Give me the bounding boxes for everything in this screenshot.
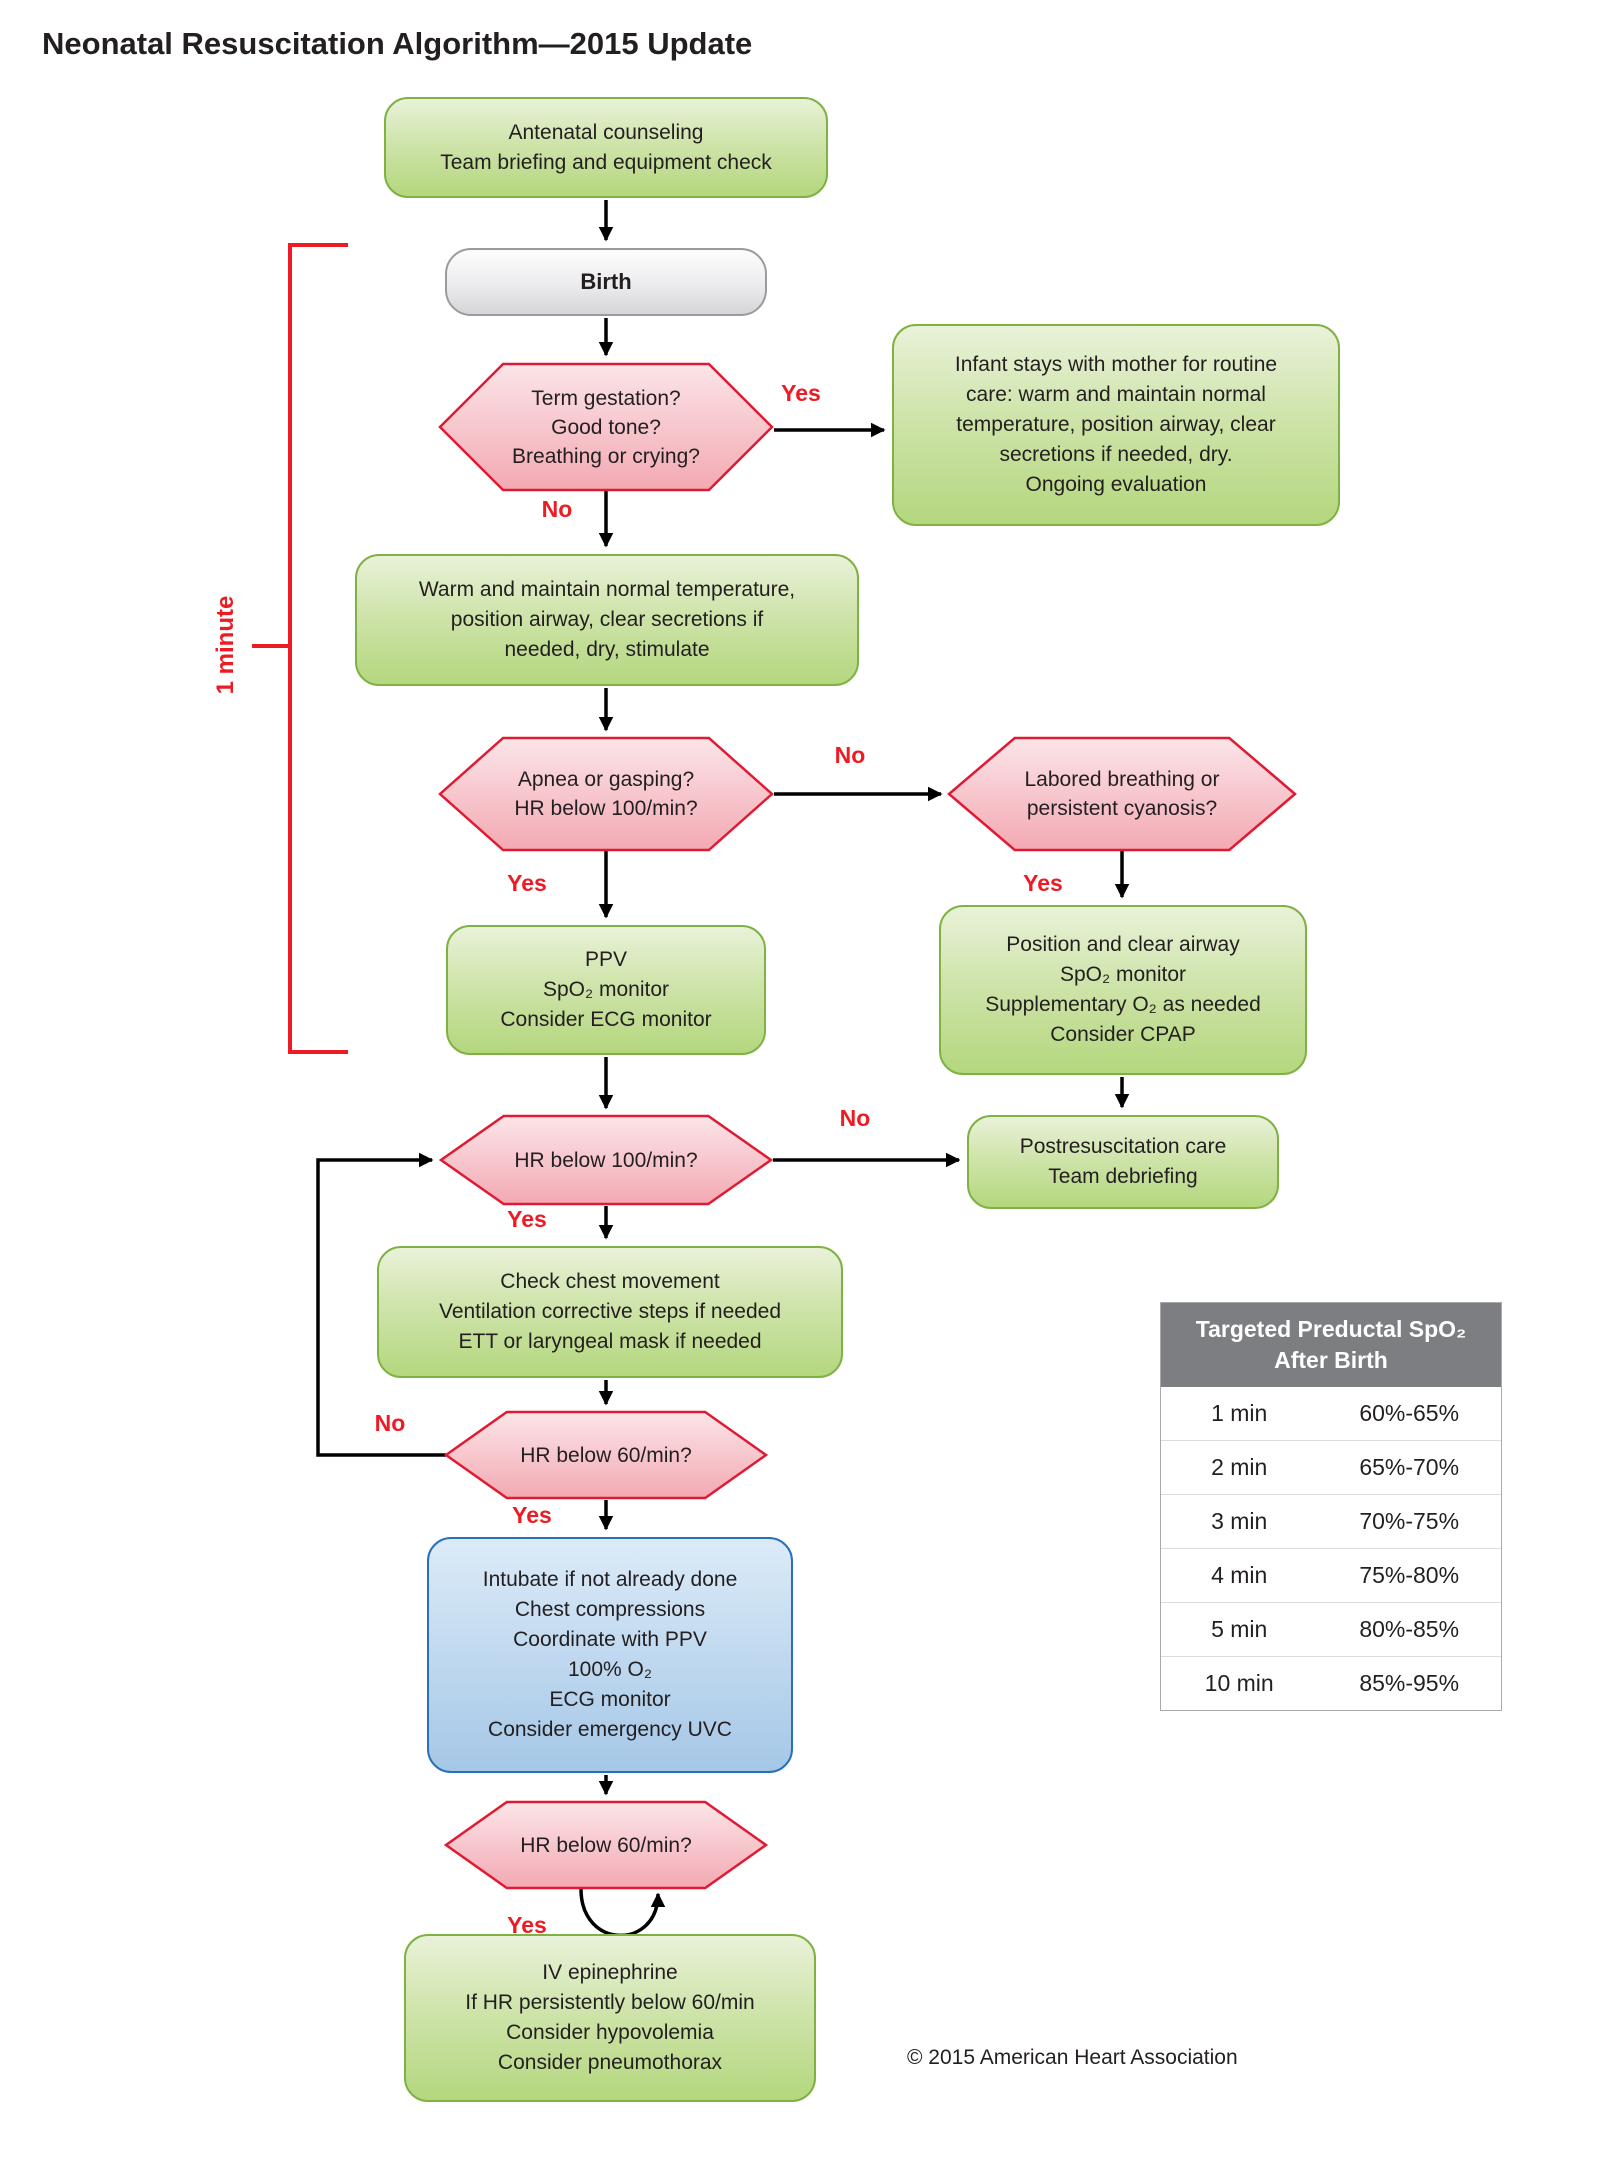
node-ppv (446, 925, 766, 1055)
node-warm-and-maintain (355, 554, 859, 686)
text-line: Consider pneumothorax (497, 2051, 723, 2074)
text-line: Consider hypovolemia (506, 2021, 714, 2044)
table-cell-range: 65%-70% (1359, 1454, 1460, 1480)
node-position-clear-airway (939, 905, 1307, 1075)
arrow-hr60b-yes-loop (581, 1889, 658, 1935)
node-check-chest-movement (377, 1246, 843, 1378)
text-line: Postresuscitation care (1019, 1135, 1227, 1158)
table-cell-range: 85%-95% (1359, 1670, 1460, 1696)
table-cell-time: 10 min (1204, 1670, 1274, 1696)
text-line: persistent cyanosis? (1026, 797, 1218, 820)
text-line: Check chest movement (500, 1270, 720, 1293)
text-line: Consider CPAP (1050, 1023, 1196, 1046)
text-line: HR below 60/min? (520, 1833, 692, 1857)
text-line: HR below 60/min? (520, 1443, 692, 1467)
label-labored-yes: Yes (1023, 870, 1063, 896)
label-hr60b-yes: Yes (507, 1912, 547, 1938)
text-line: Labored breathing or (1024, 768, 1220, 791)
table-cell-range: 80%-85% (1359, 1616, 1460, 1642)
label-apnea-yes: Yes (507, 870, 547, 896)
text-line: temperature, position airway, clear (956, 413, 1276, 436)
label-hr100-no: No (839, 1105, 871, 1131)
text-line: If HR persistently below 60/min (465, 1991, 755, 2014)
text-line: Term gestation? (531, 386, 681, 410)
decision-hr-below-60-second (446, 1802, 766, 1888)
table-cell-range: 75%-80% (1359, 1562, 1460, 1588)
table-row (1161, 1656, 1501, 1710)
decision-term-gestation (440, 364, 772, 490)
spo2-table-header (1161, 1303, 1501, 1387)
decision-apnea-or-gasping (440, 738, 772, 850)
label-hr100-yes: Yes (507, 1206, 547, 1232)
text-line: secretions if needed, dry. (999, 443, 1233, 466)
text-line: Coordinate with PPV (513, 1628, 707, 1651)
text-line: Ventilation corrective steps if needed (438, 1300, 782, 1323)
text-line: Chest compressions (514, 1598, 706, 1621)
text-line: Intubate if not already done (482, 1568, 738, 1591)
node-postresuscitation-care (967, 1115, 1279, 1209)
label-hr60-yes: Yes (512, 1502, 552, 1528)
footer-copyright: © 2015 American Heart Association (907, 2046, 1238, 2069)
table-row (1161, 1602, 1501, 1656)
text-line: Supplementary O₂ as needed (985, 993, 1261, 1016)
text-line: needed, dry, stimulate (504, 638, 710, 661)
text-line: Good tone? (551, 415, 661, 439)
table-cell-time: 1 min (1211, 1400, 1268, 1426)
table-cell-range: 70%-75% (1359, 1508, 1460, 1534)
table-row (1161, 1548, 1501, 1602)
decision-labored-breathing (949, 738, 1295, 850)
text-line: PPV (584, 948, 628, 971)
label-hr60-no: No (374, 1410, 406, 1436)
node-antenatal-counseling (384, 97, 828, 198)
text-line: HR below 100/min? (514, 797, 698, 820)
table-cell-range: 60%-65% (1359, 1400, 1460, 1426)
table-row (1161, 1494, 1501, 1548)
text-line: care: warm and maintain normal (966, 383, 1266, 406)
decision-hr-below-100 (441, 1116, 771, 1204)
text-line: HR below 100/min? (514, 1148, 698, 1172)
label-term-no: No (541, 496, 573, 522)
text-line: After Birth (1274, 1347, 1388, 1373)
node-iv-epinephrine (404, 1934, 816, 2102)
text-line: Consider ECG monitor (500, 1008, 712, 1031)
text-line: 100% O₂ (567, 1658, 653, 1681)
spo2-target-table (1160, 1302, 1502, 1711)
table-row (1161, 1387, 1501, 1440)
table-row (1161, 1440, 1501, 1494)
node-intubate-compressions (427, 1537, 793, 1773)
text-line: Infant stays with mother for routine (954, 353, 1278, 376)
text-line: Apnea or gasping? (517, 768, 695, 791)
text-line: ECG monitor (549, 1688, 671, 1711)
timeline-1-minute-label: 1 minute (212, 595, 239, 695)
page-title: Neonatal Resuscitation Algorithm—2015 Update (42, 26, 753, 61)
text-line: Birth (580, 269, 632, 294)
text-line: Breathing or crying? (512, 444, 700, 468)
decision-hr-below-60-first (446, 1412, 766, 1498)
text-line: Consider emergency UVC (488, 1718, 732, 1741)
table-cell-time: 4 min (1211, 1562, 1268, 1588)
text-line: Position and clear airway (1006, 933, 1240, 956)
label-apnea-no: No (834, 742, 866, 768)
text-line: IV epinephrine (542, 1961, 678, 1984)
text-line: Targeted Preductal SpO₂ (1195, 1316, 1467, 1342)
text-line: Ongoing evaluation (1025, 473, 1207, 496)
text-line: ETT or laryngeal mask if needed (458, 1330, 762, 1353)
text-line: position airway, clear secretions if (450, 608, 764, 631)
node-birth (445, 248, 767, 316)
table-cell-time: 3 min (1211, 1508, 1268, 1534)
text-line: Team debriefing (1048, 1165, 1198, 1188)
text-line: Antenatal counseling (508, 120, 704, 144)
text-line: Team briefing and equipment check (440, 150, 772, 174)
label-term-yes: Yes (781, 380, 821, 406)
timeline-bracket (252, 245, 348, 1052)
table-cell-time: 5 min (1211, 1616, 1268, 1642)
text-line: SpO₂ monitor (542, 978, 670, 1001)
node-infant-stays-with-mother (892, 324, 1340, 526)
text-line: Warm and maintain normal temperature, (418, 578, 796, 601)
text-line: SpO₂ monitor (1059, 963, 1187, 986)
table-cell-time: 2 min (1211, 1454, 1268, 1480)
